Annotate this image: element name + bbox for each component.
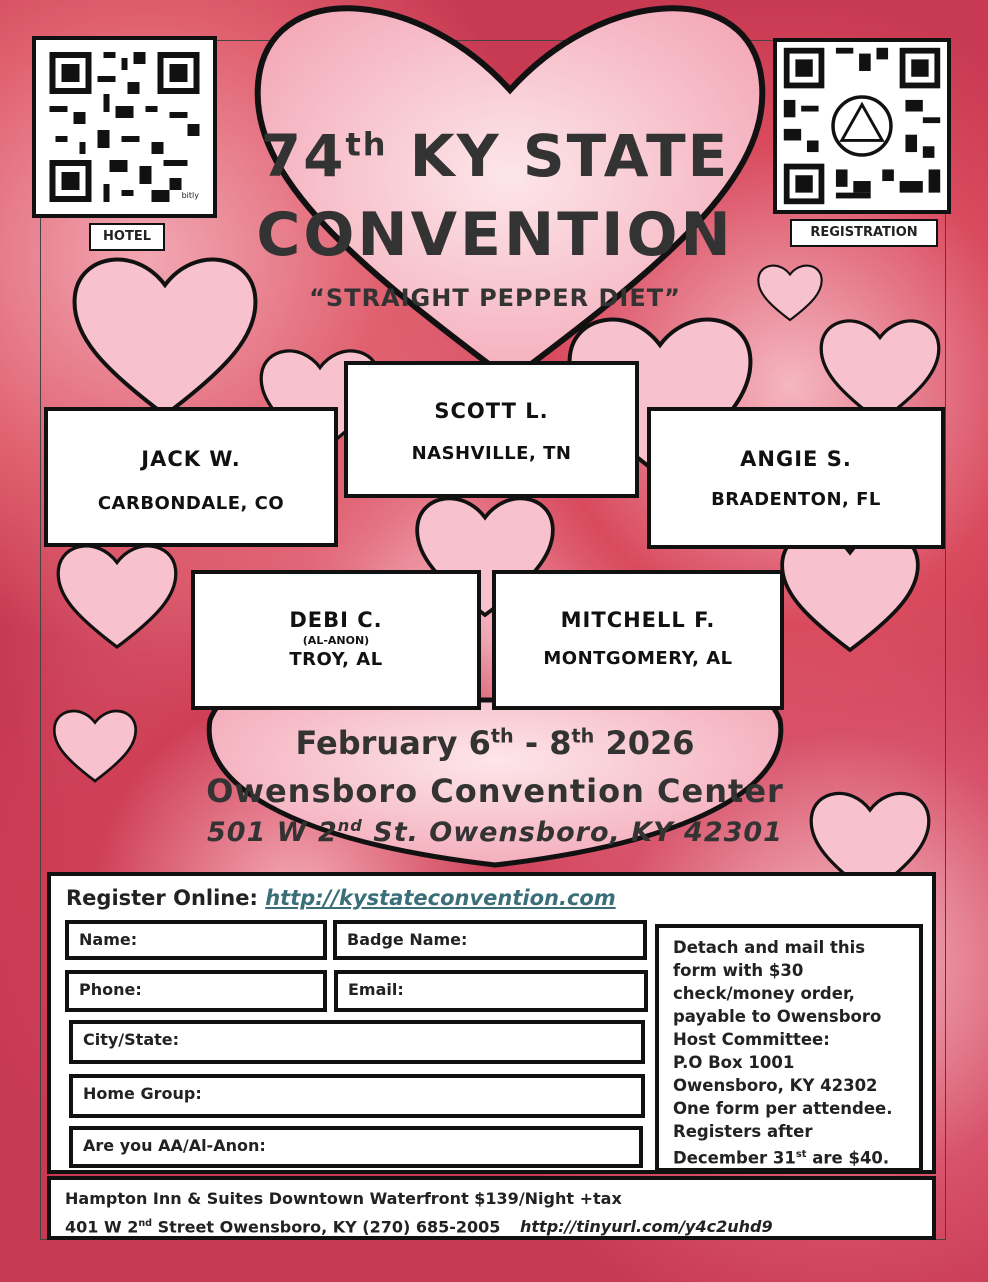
speaker-name: DEBI C.	[289, 608, 383, 632]
instruction-line: form with $30	[673, 961, 804, 980]
date-end: - 8	[513, 724, 572, 762]
hotel-name-price: Hampton Inn & Suites Downtown Waterfront $139/Night +tax	[65, 1189, 622, 1208]
qr-caption: bitly	[181, 191, 199, 200]
registration-form	[47, 872, 936, 1174]
hotel-phone: Street Owensboro, KY (270) 685-2005	[152, 1217, 501, 1237]
speaker-city: NASHVILLE, TN	[411, 443, 572, 464]
event-venue: Owensboro Convention Center	[206, 772, 784, 810]
heart-decoration	[52, 535, 182, 655]
name-field[interactable]	[65, 920, 327, 960]
hotel-address-line	[65, 1211, 918, 1239]
speaker-card-debi	[191, 570, 481, 710]
city-state-field[interactable]	[69, 1020, 645, 1064]
date-start-ordinal: th	[490, 724, 514, 748]
speaker-card-mitchell	[492, 570, 784, 710]
convention-title-line1	[230, 122, 760, 190]
speaker-name: SCOTT L.	[434, 399, 549, 423]
register-online-line	[66, 886, 616, 910]
event-address	[150, 816, 840, 848]
instruction-line: payable to Owensboro	[673, 1007, 882, 1026]
home-group-label: Home Group:	[83, 1084, 202, 1103]
aa-alanon-field[interactable]	[69, 1126, 643, 1168]
address-street: 501 W 2	[207, 817, 338, 848]
speaker-city: TROY, AL	[289, 649, 383, 670]
date-start: February 6	[295, 724, 491, 762]
phone-field[interactable]	[65, 970, 327, 1012]
city-state-label: City/State:	[83, 1030, 180, 1049]
title-state: KY STATE	[387, 122, 730, 190]
speaker-card-jack	[44, 407, 338, 547]
badge-name-field[interactable]	[333, 920, 647, 960]
late-price: are $40.	[806, 1148, 890, 1168]
mail-in-instructions	[655, 924, 923, 1172]
hotel-qr-label: HOTEL	[89, 223, 165, 251]
heart-decoration	[50, 705, 140, 785]
hotel-address-ordinal: nd	[138, 1218, 153, 1229]
instruction-line: Registers after	[673, 1122, 813, 1141]
speaker-note: (AL-ANON)	[302, 634, 370, 647]
speaker-city: BRADENTON, FL	[711, 489, 881, 510]
instruction-line	[673, 1143, 905, 1170]
phone-label: Phone:	[79, 980, 142, 999]
qr-code-image	[36, 40, 213, 214]
speaker-name: ANGIE S.	[740, 447, 852, 471]
late-date: December 31	[673, 1148, 796, 1168]
address-ordinal: nd	[337, 816, 363, 835]
hotel-link[interactable]: http://tinyurl.com/y4c2uhd9	[520, 1217, 773, 1237]
email-label: Email:	[348, 980, 404, 999]
heart-decoration	[65, 250, 265, 420]
speaker-city: MONTGOMERY, AL	[543, 648, 733, 669]
event-dates	[150, 724, 840, 762]
instruction-line: P.O Box 1001	[673, 1053, 795, 1072]
qr-code-image	[777, 42, 947, 210]
instruction-line: Host Committee:	[673, 1030, 830, 1049]
registration-website-link[interactable]: http://kystateconvention.com	[265, 886, 616, 910]
name-label: Name:	[79, 930, 138, 949]
aa-alanon-label: Are you AA/Al-Anon:	[83, 1136, 266, 1155]
registration-qr-code[interactable]	[773, 38, 951, 214]
badge-name-label: Badge Name:	[347, 930, 468, 949]
email-field[interactable]	[334, 970, 648, 1012]
hotel-address: 401 W 2	[65, 1217, 139, 1237]
instruction-line: check/money order,	[673, 984, 855, 1003]
speaker-name: MITCHELL F.	[560, 608, 716, 632]
speaker-city: CARBONDALE, CO	[97, 493, 285, 514]
register-online-label: Register Online:	[66, 886, 266, 910]
instruction-line: Owensboro, KY 42302	[673, 1076, 878, 1095]
speaker-card-scott	[344, 361, 639, 498]
late-date-ordinal: st	[795, 1149, 807, 1160]
speaker-name: JACK W.	[141, 447, 241, 471]
address-city: St. Owensboro, KY 42301	[362, 817, 783, 848]
convention-title-line2: CONVENTION	[256, 200, 734, 270]
speaker-card-angie	[647, 407, 945, 549]
date-end-ordinal: th	[571, 724, 595, 748]
title-number: 74	[260, 122, 346, 190]
home-group-field[interactable]	[69, 1074, 645, 1118]
instruction-line: One form per attendee.	[673, 1099, 893, 1118]
date-year: 2026	[594, 724, 695, 762]
convention-theme: “STRAIGHT PEPPER DIET”	[309, 284, 681, 312]
hotel-qr-code[interactable]	[32, 36, 217, 218]
heart-decoration	[755, 262, 825, 322]
hotel-info	[47, 1176, 936, 1240]
registration-qr-label: REGISTRATION	[790, 219, 938, 247]
title-ordinal: th	[345, 125, 388, 164]
instruction-line: Detach and mail this	[673, 938, 866, 957]
